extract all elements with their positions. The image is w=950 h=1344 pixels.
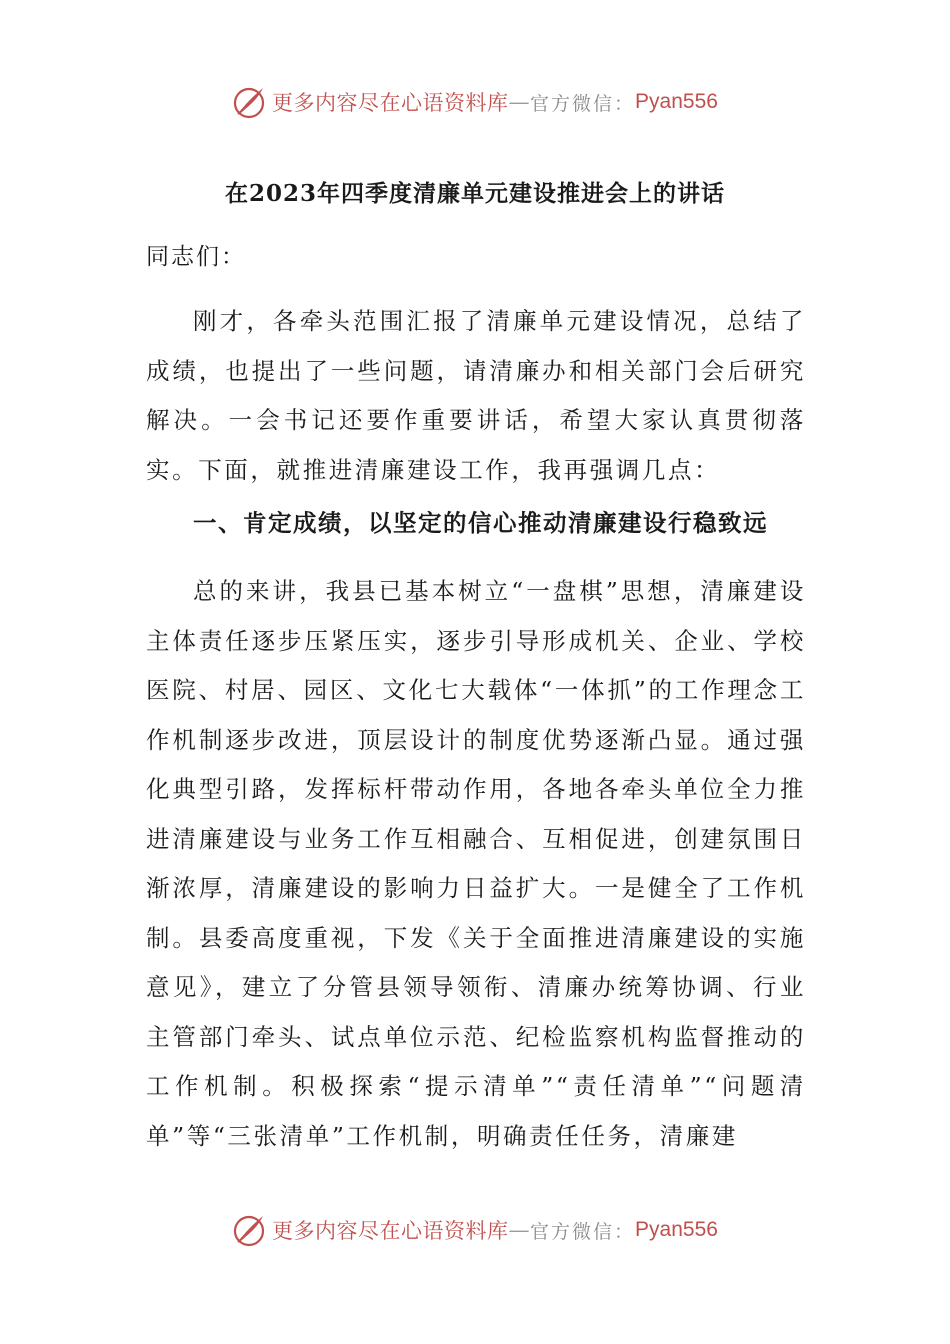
greeting: 同志们： xyxy=(146,244,246,270)
paragraph-achievements: 总的来讲，我县已基本树立“一盘棋”思想，清廉建设主体责任逐步压紧压实，逐步引导形成机关、企业、学校医院、村居、园区、文化七大载体“一体抓”的工作理念工作机制逐步改进，顶层设计的制度优势逐渐凸显。通过强化典型引路，发挥标杆带动作用，各地各牵头单位全力推进清廉建设与业务工作互相融合、互相促进，创建氛围日渐浓厚，清廉建设的影响力日益扩大。一是健全了工作机制。县委高度重视，下发《关于全面推进清廉建设的实施意见》，建立了分管县领导领衔、清廉办统筹协调、行业主管部门牵头、试点单位示范、纪检监察机构监督推动的工作机制。积极探索“提示清单”“责任清单”“问题清单”等“三张清单”工作机制，明确责任任务，清廉建 xyxy=(146,577,806,1150)
banner-dash: — xyxy=(508,1218,531,1242)
banner-wechat-label: 官方微信： xyxy=(530,92,636,115)
banner-wechat-id: Pyan556 xyxy=(635,1218,718,1241)
banner-dash: — xyxy=(508,90,531,114)
section-heading-1: 一、肯定成绩，以坚定的信心推动清廉建设行稳致远 xyxy=(193,509,768,537)
banner-wechat-label: 官方微信： xyxy=(530,1220,636,1243)
quill-pen-logo-icon xyxy=(232,1212,268,1248)
banner-wechat-id: Pyan556 xyxy=(635,90,718,113)
paragraph-intro: 刚才，各牵头范围汇报了清廉单元建设情况，总结了成绩，也提出了一些问题，请清廉办和相关部门会后研究解决。一会书记还要作重要讲话，希望大家认真贯彻落实。下面，就推进清廉建设工作，我再强调几点： xyxy=(146,307,806,484)
banner-text: 更多内容尽在心语资料库 xyxy=(272,1219,509,1243)
quill-pen-logo-icon xyxy=(232,84,268,120)
document-title: 在2023年四季度清廉单元建设推进会上的讲话 xyxy=(224,180,725,207)
footer-watermark-banner xyxy=(0,1208,950,1252)
banner-text: 更多内容尽在心语资料库 xyxy=(272,91,509,115)
header-watermark-banner xyxy=(0,80,950,124)
